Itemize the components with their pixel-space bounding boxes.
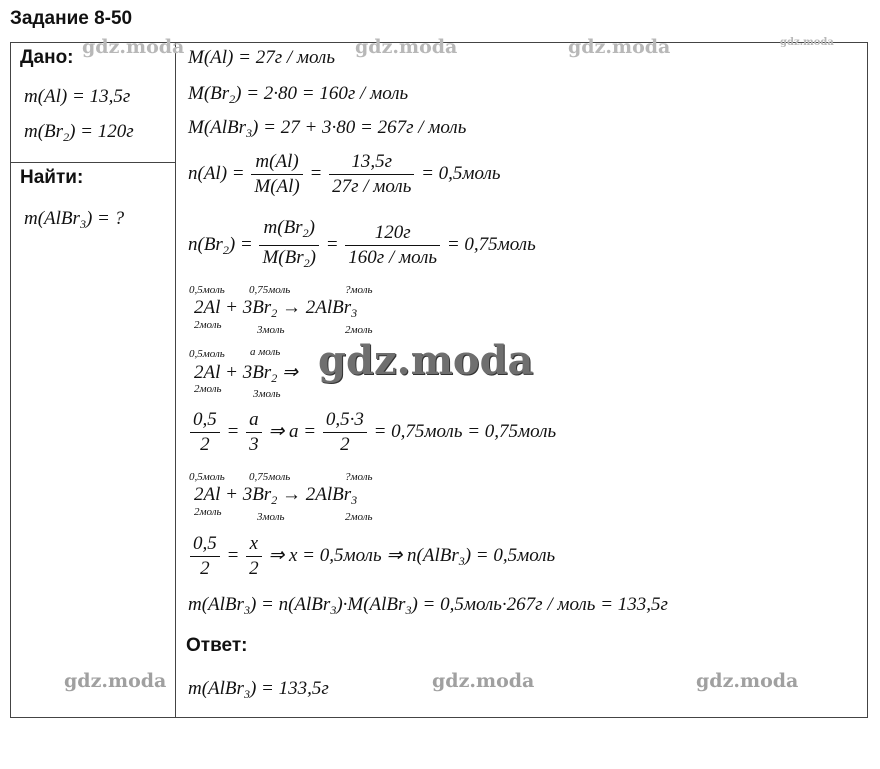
find-heading: Найти: — [20, 167, 84, 188]
find-mass-albr3: m(AlBr$_3$) = ? — [24, 208, 125, 231]
eq1-top-albr3: ?моль — [345, 284, 373, 296]
reaction-equation-3: $2Al + 3Br_2$ → 2AlBr$_3$ — [194, 484, 358, 507]
eq2-bot-br2: 3моль — [253, 388, 281, 400]
eq3-bot-br2: 3моль — [257, 511, 285, 523]
eq3-top-al: 0,5моль — [189, 471, 225, 483]
eq3-bot-al: 2моль — [194, 506, 222, 518]
row-divider — [10, 162, 176, 163]
eq3-top-br2: 0,75моль — [249, 471, 291, 483]
reaction-equation-1: $2Al + 3Br_2$ → 2AlBr$_3$ — [194, 297, 358, 320]
eq3-bot-albr3: 2моль — [345, 511, 373, 523]
column-divider — [175, 42, 176, 718]
molar-mass-br2: $M(Br_2) = 2\cdot 80 = 160г$ / моль — [188, 83, 409, 106]
molar-mass-al: M(Al) = 27г / моль — [188, 47, 335, 68]
eq3-top-albr3: ?моль — [345, 471, 373, 483]
given-heading: Дано: — [20, 47, 74, 68]
eq1-top-al: 0,5моль — [189, 284, 225, 296]
watermark: gdz.moda — [432, 670, 535, 692]
molar-mass-albr3: M(AlBr$_3$) = 27 + 3·80 = 267г / моль — [188, 117, 467, 140]
answer-value: m(AlBr$_3$) = 133,5г — [188, 678, 329, 701]
watermark: gdz.moda — [355, 36, 458, 58]
eq1-bot-al: 2моль — [194, 319, 222, 331]
watermark: gdz.moda — [780, 37, 834, 48]
watermark: gdz.moda — [696, 670, 799, 692]
watermark: gdz.moda — [568, 36, 671, 58]
watermark: gdz.moda — [64, 670, 167, 692]
eq2-top-al: 0,5моль — [189, 348, 225, 360]
reaction-equation-2: $2Al + 3Br_2$ ⇒ — [194, 362, 298, 385]
given-mass-al: m(Al) = 13,5г — [24, 86, 131, 107]
proportion-2: $\frac{0,5}{2}$ = $\frac{x}{2}$ ⇒ x = 0,5моль ⇒ n(AlBr$_3$) = 0,5моль — [188, 532, 555, 581]
eq1-bot-albr3: 2моль — [345, 324, 373, 336]
task-title: Задание 8-50 — [10, 8, 133, 29]
watermark: gdz.moda — [318, 337, 534, 384]
answer-heading: Ответ: — [186, 635, 248, 656]
watermark: gdz.moda — [82, 36, 185, 58]
eq2-bot-al: 2моль — [194, 383, 222, 395]
amount-al-formula: n(Al) = $\frac{m(Al)}{M(Al)}$ = $\frac{13,5г}{\text{27г / моль}}$ = 0,5моль — [188, 151, 501, 197]
eq1-top-br2: 0,75моль — [249, 284, 291, 296]
eq1-bot-br2: 3моль — [257, 324, 285, 336]
given-mass-br2: $m(Br_2) = 120г$ — [24, 121, 134, 144]
proportion-1: $\frac{0,5}{2}$ = $\frac{a}{3}$ ⇒ a = $\frac{0,5\cdot 3}{2}$ = 0,75моль = 0,75моль — [188, 408, 556, 457]
amount-br2-formula: $n(Br_2)$ = $\frac{m(Br_2)}{M(Br_2)}$ = $\frac{120г}{\text{160г / моль}}$ = 0,75моль — [188, 217, 536, 270]
final-mass-calculation: m(AlBr$_3$) = n(AlBr$_3$)·M(AlBr$_3$) = 0,5моль·267г / моль = 133,5г — [188, 594, 668, 617]
eq2-top-br2: a моль — [250, 346, 281, 358]
